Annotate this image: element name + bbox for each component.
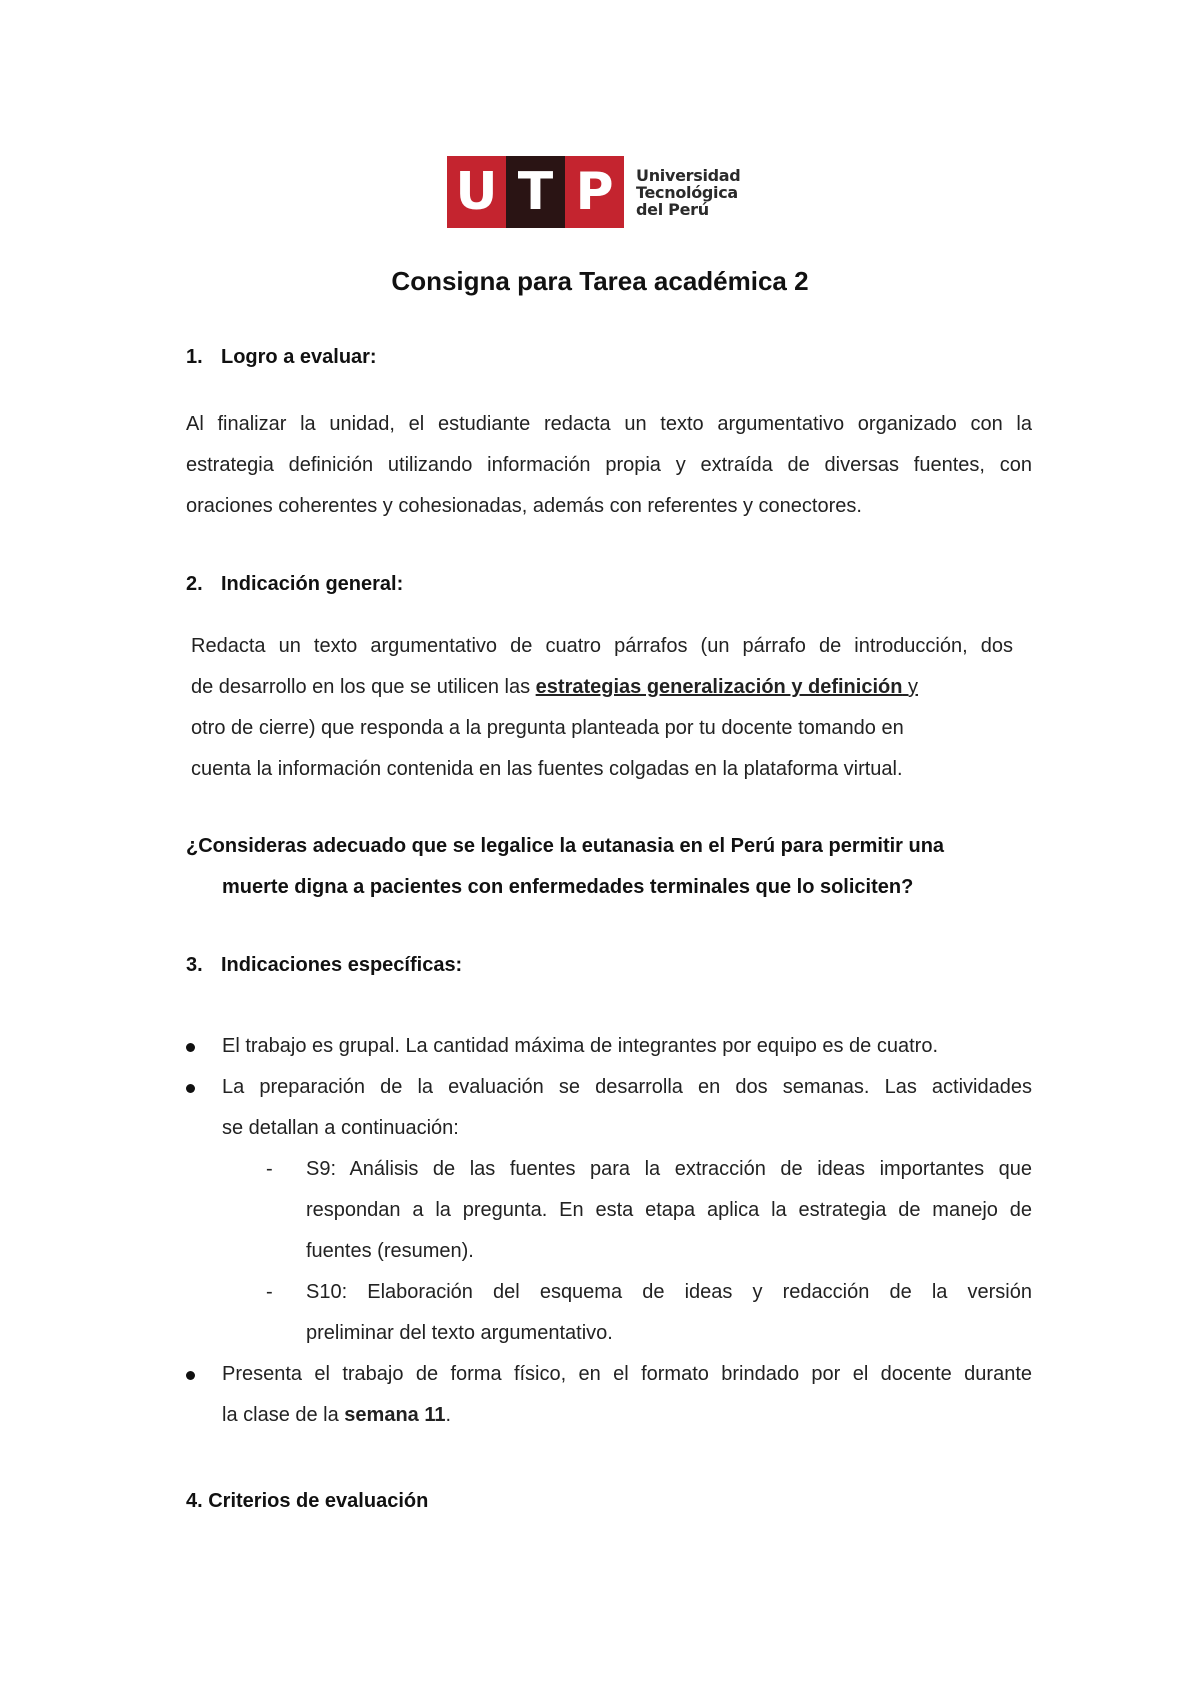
logo-text-line-2: Tecnológica: [636, 182, 738, 202]
section-1-line-2: estrategia definición utilizando información propia y extraída de diversas fuentes, con: [186, 454, 1032, 476]
section-4-heading: 4. Criterios de evaluación: [186, 1490, 429, 1512]
document-title: Consigna para Tarea académica 2: [391, 266, 809, 296]
bullet-dot: [186, 1371, 195, 1380]
sub-s9-line-1: S9: Análisis de las fuentes para la extracción de ideas importantes que: [306, 1158, 1032, 1180]
section-3-title: Indicaciones específicas:: [221, 954, 463, 976]
logo-letter-p: P: [565, 156, 624, 228]
bullet-2-line-2: se detallan a continuación:: [222, 1117, 459, 1139]
sub-s9-line-3: fuentes (resumen).: [306, 1240, 474, 1262]
section-2-paragraph: [191, 626, 1013, 790]
sub-s10-line-2: preliminar del texto argumentativo.: [306, 1322, 613, 1344]
bullet-item-1: [186, 1026, 1032, 1067]
week-emphasis: semana 11: [344, 1404, 446, 1426]
bullet-dot: [186, 1043, 195, 1052]
section-3-heading: [186, 954, 462, 977]
guiding-question: [186, 826, 1031, 908]
bullet-3-line-1: Presenta el trabajo de forma físico, en el formato brindado por el docente durante: [222, 1363, 1032, 1385]
bullet-2-line-1: La preparación de la evaluación se desarrolla en dos semanas. Las actividades: [222, 1076, 1032, 1098]
bullet-3-pre: la clase de la: [222, 1404, 345, 1426]
logo-letter-boxes: [447, 156, 624, 228]
section-2-line-2-post: y: [902, 676, 919, 698]
question-line-2: muerte digna a pacientes con enfermedades terminales que lo soliciten?: [222, 876, 914, 898]
section-1-paragraph: [186, 404, 1032, 527]
utp-logo: [447, 156, 740, 228]
section-2-line-2-pre: de desarrollo en los que se utilicen las: [191, 676, 536, 698]
bullet-1-text: El trabajo es grupal. La cantidad máxima de integrantes por equipo es de cuatro.: [222, 1035, 938, 1057]
section-1-line-3: oraciones coherentes y cohesionadas, además con referentes y conectores.: [186, 495, 862, 517]
section-2-line-3: otro de cierre) que responda a la pregunta planteada por tu docente tomando en: [191, 717, 904, 739]
section-3-number: 3.: [186, 954, 203, 976]
bullet-item-2: [186, 1067, 1032, 1149]
section-2-title: Indicación general:: [221, 573, 404, 595]
sub-item-s9: [266, 1149, 1032, 1272]
section-1-line-1: Al finalizar la unidad, el estudiante redacta un texto argumentativo organizado con la: [186, 413, 1032, 435]
bullet-3-post: .: [445, 1404, 452, 1426]
section-2-heading: [186, 573, 403, 596]
section-1-title: Logro a evaluar:: [221, 346, 377, 368]
logo-wordmark: [636, 167, 740, 218]
section-1-heading: [186, 346, 377, 369]
logo-letter-u: U: [447, 156, 506, 228]
section-2-number: 2.: [186, 573, 203, 595]
bullet-item-3: [186, 1354, 1032, 1436]
bullet-dot: [186, 1084, 195, 1093]
strategies-emphasis: estrategias generalización y definición: [535, 676, 903, 698]
sub-s9-line-2: respondan a la pregunta. En esta etapa aplica la estrategia de manejo de: [306, 1199, 1032, 1221]
section-2-line-1: Redacta un texto argumentativo de cuatro párrafos (un párrafo de introducción, dos: [191, 635, 1013, 657]
logo-text-line-1: Universidad: [636, 165, 741, 185]
bullet-3-line-2: [222, 1395, 1032, 1436]
sub-item-s10: [266, 1272, 1032, 1354]
dash-marker: -: [266, 1158, 273, 1180]
logo-letter-t: T: [506, 156, 565, 228]
question-line-1: ¿Consideras adecuado que se legalice la eutanasia en el Perú para permitir una: [186, 835, 945, 857]
section-2-line-2: [191, 667, 1013, 708]
logo-text-line-3: del Perú: [636, 199, 709, 219]
sub-s10-line-1: S10: Elaboración del esquema de ideas y redacción de la versión: [306, 1281, 1032, 1303]
dash-marker: -: [266, 1281, 273, 1303]
section-1-number: 1.: [186, 346, 203, 368]
section-2-line-4: cuenta la información contenida en las fuentes colgadas en la plataforma virtual.: [191, 758, 903, 780]
